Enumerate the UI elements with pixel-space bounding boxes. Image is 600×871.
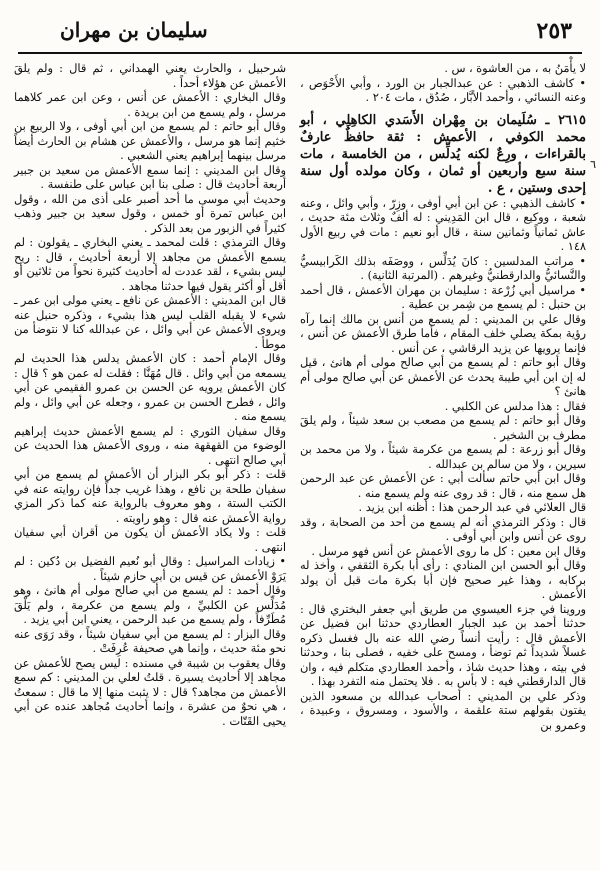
paragraph: وقال أبو حاتم : لم يسمع من ابن أبي أوفى ، ولا الربيع بن خثيم إنما هو مرسل ، والأعمش عن هشام بن الحارث أيضاً مرسل بينهما إبراهيم يعني الشعبي .: [14, 120, 286, 162]
paragraph: وقال الإمام أحمد : كان الأعمش يدلس هذا الحديث لم يسمعه من أبي وائل . قال مُهَنَّا : فقلت له عمن هو ؟ قال : كان الأعمش يرويه عن الحسن بن عمرو الفقيمي عن أبي وائل ، فطرح الحسن بن عمرو ، وجعله عن أبي وائل ، ولم يسمع منه .: [14, 352, 286, 423]
running-title: سليمان بن مهران: [60, 18, 208, 42]
right-column: [300, 62, 586, 733]
paragraph: وقال أبو الحسن ابن المنادي : رأى أبا بكرة الثقفي ، وأخذ له بركابه ، وهذا غير صحيح فإن أبا بكرة مات قبل أن يولد الأعمش .: [300, 559, 586, 601]
paragraph: قال العلائي في عبد الرحمن هذا : أظنه ابن يزيد .: [358, 501, 586, 514]
paragraph: وذكر علي بن المديني : أصحاب عبدالله بن مسعود الذين يفتون بقولهم ستة علقمة ، والأسود ، ومسروق ، وعبيدة ، وعمرو بن: [300, 689, 586, 732]
paragraph: وقال البزار : لم يسمع من أبي سفيان شيئاً ، وقد رَوَى عنه نحو مئة حديث ، وإنما هي صحيفة عُرِفَتْ .: [14, 627, 286, 655]
paragraph: وقال الترمذي : قلت لمحمد ـ يعني البخاري ـ يقولون : لم يسمع الأعمش من مجاهد إلا أربعة أحاديث ، قال : ريح ليس بشيء ، لقد عددت له أحاديث كثيرة نحواً من ثلاثين أو أقل أو أكثر يقول فيها حدثنا مجاهد .: [14, 236, 286, 293]
paragraph: وقال البخاري : الأعمش عن أنس ، وعن ابن عمر كلاهما مرسل ، ولم يسمع من ابن بريدة .: [14, 91, 286, 119]
header-rule: [18, 52, 582, 54]
paragraph: شرحبيل ، والحارث يعني الهمداني ، ثم قال : ولم يلقَ الأعمش عن هؤلاء أحداً .: [14, 62, 286, 90]
margin-number: ٦: [590, 158, 596, 171]
paragraph: قلت : ذكر أبو بكر البزار أن الأعمش لم يسمع من أبي سفيان طلحة بن نافع ، وهذا غريب جداً فإن روايته عنه في الكتب الستة ، وهو معروف بالرواية عنه كما ذكر المزي رواية الأعمش عنه قال : وهو راويته .: [14, 468, 286, 525]
paragraph: • مراتب المدلسين : كانَ يُدَلِّس ، ووصَفَه بذلك الكَرابيسيُّ والنَّسائيُّ والدارقطنيُّ وغيرهم . (المرتبة الثانية) .: [300, 254, 586, 282]
paragraph: وروينا في جزء العيسوي من طريق أبي جعفر البختري قال : حدثنا أحمد بن عبد الجبار العطاردي حدثنا ابن فضيل عن الأعمش قال : رأيت أنساً رضي الله عنه بال فغسل ذكره غسلاً شديداً ثم توضأ ، ومسح على خفيه ، فصلى بنا ، وحدثنا في بيته ، وهذا حديث شاذ ، وأحمد العطاردي متكلم فيه ، وان قال الدارقطني فيه : لا بأس به . فلا يحتمل منه التفرد بهذا .: [300, 602, 586, 688]
page-number: ٢٥٣: [536, 18, 572, 44]
paragraph: • زيادات المراسيل : وقال أبو نُعيم الفضيل بن دُكين : لم يَرَوْ الأعمش عن قيس بن أبي حازم شيئاً .: [14, 555, 286, 583]
paragraph: وقال ابن معين : كل ما روى الأعمش عن أنس فهو مرسل .: [311, 544, 586, 558]
paragraph: وحديث أبي موسى ما أحد أصبر على أذى من الله ، وقول ابن عباس تمرة أو خمس ، وقول سعيد بن جبير وذهب كثيراً في الزبور من بعد الذكر .: [14, 192, 286, 235]
paragraph: وقال يعقوب بن شيبة في مسنده : ليس يصح للأعمش عن مجاهد إلا أحاديث يسيرة . قلتُ لعلي بن المديني : كم سمع الأعمش من مجاهد؟ قال : لا يثبت منها إلا ما قال : سمعتُ ، هي نحوٌ من عشرة ، وإنما أحاديث مُجاهد عنده عن أبي يحيى القَتّات .: [14, 656, 286, 728]
paragraph: فقال : هذا مدلس عن الكلبي .: [444, 399, 586, 413]
paragraph: • مراسيل أبي زُرْعة : سليمان بن مهران الأعمش ، قال أحمد بن حنبل : لم يسمع من شِمر بن عطية .: [300, 283, 586, 311]
paragraph: وقال سفيان الثوري : لم يسمع الأعمش حديث إبراهيم الوضوء من القهقهة منه ، وروى الأعمش هذا الحديث عن أبي صالح انتهى .: [14, 424, 286, 467]
paragraph: وقال علي بن المديني : لم يسمع من أنس بن مالك إنما رآه رؤية بمكة يصلي خلف المقام ، فأما طرق الأعمش عن أنس ، فإنما يرويها عن يزيد الرقاشي ، عن أنس .: [300, 312, 586, 355]
paragraph: وقال أبو حاتم : لم يسمع من مصعب بن سعد شيئاً ، ولم يلقَ مطرف بن الشخير .: [300, 414, 586, 442]
paragraph: • كاشف الذهبي : عن عبدالجبار بن الورد ، وأبي الأَحْوَص ، وعنه النسائي ، وأحمد الأبَّار ، صُدُق ، مات ٢٠٤ .: [300, 76, 586, 104]
left-column: [14, 62, 286, 729]
entry-heading: ٢٦١٥ ـ سُلَيمان بن مِهْران الأَسَدي الكاهِلِي ، أبو محمد الكوفي ، الأعمش : ثقة حافظٌ عارفٌ بالقراءات ، ورِعٌ لكنه يُدلِّس ، من الخامسة ، مات سنة سبع وأربعين أو ثمان ، وكان مولده أول سنة إحدى وستين ، ع .: [300, 112, 586, 196]
paragraph: وقال أبو زرعة : لم يسمع من عكرمة شيئاً ، ولا من محمد بن سيرين ، ولا من سالم بن عبدالله .: [300, 443, 586, 471]
page-header: [20, 12, 580, 48]
paragraph: قال ابن المديني : الأعمش عن نافع ـ يعني مولى ابن عمر ـ شيء لا يقبله القلب ليس هذا بشيء ، وذكره حنبل عنه ويروى الأعمش عن أبي وائل ، عن عبدالله كنا لا نتوضأ من موطأ .: [14, 294, 286, 351]
paragraph: لا يأْمَنُ به ، من العاشوة ، س .: [444, 62, 586, 75]
paragraph: قلت : ولا يكاد الأعمش أن يكون من أقران أبي سفيان انتهى .: [14, 526, 286, 554]
paragraph: قال : وذكر الترمذي أنه لم يسمع من أحد من الصحابة ، وقد روى عن أنس وابن أبي أوفى .: [300, 515, 586, 543]
paragraph: وقال أبو حاتم : لم يسمع من أبي صالح مولى أم هانئ ، قيل له إن ابن أبي طيبة يحدث عن الأعمش عن أبي صالح مولى أم هانئ ؟: [300, 356, 586, 398]
paragraph: وقال ابن أبي حاتم سألت أبي : عن الأعمش عن عبد الرحمن هل سمع منه ، قال : قد روى عنه ولم يسمع منه .: [300, 472, 586, 500]
paragraph: • كاشف الذهبي : عن ابن أبي أوفى ، وزِرّ ، وأبي وائل ، وعنه شعبة ، ووكيع ، قال ابن المَدِيني : له ألفٌ وثلاث مئة حديث ، عاش ثمانياً وثمانين سنة ، قال أبو نعيم : مات في ربيع الأول ١٤٨ .: [300, 196, 586, 253]
paragraph: وقال أحمد : لم يسمع من أبي صالح مولى أم هانئ ، وهو مُدَلِّس عن الكلبيِّ ، ولم يسمع من عكرمة ، ولم يَلْقَ مُطَرِّفاً ، ولم يسمع من عبد الرحمن ، يعني ابن أبي يزيد .: [14, 584, 286, 626]
paragraph: وقال ابن المديني : إنما سمع الأعمش من سعيد بن جبير أربعة أحاديث قال : صلى بنا ابن عباس على طنفسة .: [14, 163, 286, 191]
